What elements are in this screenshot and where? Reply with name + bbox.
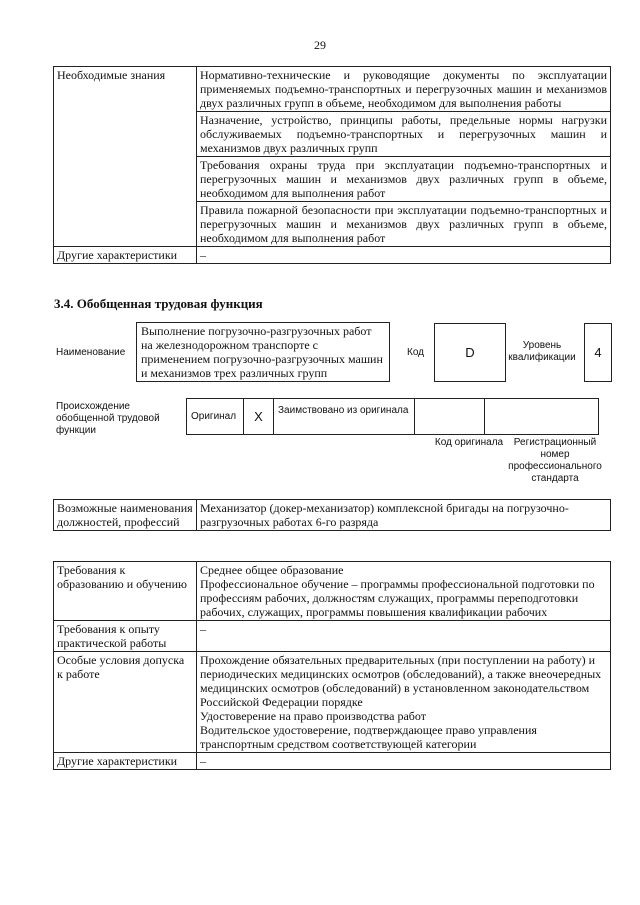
admission-label: Особые условия допуска к работе [54, 652, 197, 753]
reg-number-label: Регистрационный номер профессионального стандарта [508, 437, 602, 484]
knowledge-item: Требования охраны труда при эксплуатации подъемно-транспортных и перегрузочных машин и механизмов двух различных групп в объеме, необходимом для выполнения работ [197, 157, 611, 202]
education-line: Профессиональное обучение – программы профессиональной подготовки по профессиям рабочих, должностям служащих, программы переподготовки рабочих, служащих, программы повышения квалификации рабочих [200, 577, 595, 619]
knowledge-item: Назначение, устройство, принципы работы, предельные нормы нагрузки обслуживаемых подъемно-транспортных и перегрузочных машин и механизмов двух различных групп [197, 112, 611, 157]
positions-label: Возможные наименования должностей, профессий [54, 500, 197, 531]
original-mark: X [244, 399, 274, 435]
original-code-cell [415, 399, 485, 435]
other-characteristics-label: Другие характеристики [54, 247, 197, 264]
function-name-value: Выполнение погрузочно-разгрузочных работ на железнодорожном транспорте с применением погрузочно-разгрузочных машин и механизмов трех различных групп [136, 322, 390, 382]
function-code-value: D [434, 323, 506, 382]
experience-label: Требования к опыту практической работы [54, 621, 197, 652]
page-number: 29 [314, 38, 326, 52]
original-label: Оригинал [187, 399, 244, 435]
origin-table [186, 398, 599, 435]
other-characteristics-label: Другие характеристики [54, 753, 197, 770]
admission-line: Прохождение обязательных предварительных (при поступлении на работу) и периодических медицинских осмотров (обследований), а также внеочередных медицинских осмотров (обследований) в установленном законодательством Российской Федерации порядке [200, 653, 602, 709]
admission-line: Удостоверение на право производства работ [200, 709, 426, 723]
function-name-label: Наименование [56, 347, 126, 358]
positions-table [53, 499, 611, 531]
qualification-level-label: Уровень квалификации [508, 340, 576, 363]
knowledge-label: Необходимые знания [54, 67, 197, 247]
education-label: Требования к образованию и обучению [54, 562, 197, 621]
education-line: Среднее общее образование [200, 563, 344, 577]
positions-value: Механизатор (докер-механизатор) комплексной бригады на погрузочно-разгрузочных работах 6-го разряда [197, 500, 611, 531]
reg-number-cell [485, 399, 599, 435]
section-heading: 3.4. Обобщенная трудовая функция [54, 296, 263, 311]
admission-value [197, 652, 611, 753]
admission-line: Водительское удостоверение, подтверждающее право управления транспортным средством соответствующей категории [200, 723, 537, 751]
code-original-label: Код оригинала [434, 437, 504, 448]
requirements-table [53, 561, 611, 770]
knowledge-table [53, 66, 611, 264]
origin-label: Происхождение обобщенной трудовой функции [56, 401, 160, 436]
borrowed-label: Заимствовано из оригинала [274, 399, 415, 435]
function-code-label: Код [407, 347, 425, 358]
qualification-level-value: 4 [584, 323, 612, 382]
education-value [197, 562, 611, 621]
other-characteristics-value: – [197, 753, 611, 770]
knowledge-item: Правила пожарной безопасности при эксплуатации подъемно-транспортных и перегрузочных машин и механизмов двух различных групп в объеме, необходимом для выполнения работ [197, 202, 611, 247]
experience-value: – [197, 621, 611, 652]
knowledge-item: Нормативно-технические и руководящие документы по эксплуатации применяемых подъемно-транспортных и перегрузочных машин и механизмов двух различных групп в объеме, необходимом для выполнения работы [197, 67, 611, 112]
other-characteristics-value: – [197, 247, 611, 264]
